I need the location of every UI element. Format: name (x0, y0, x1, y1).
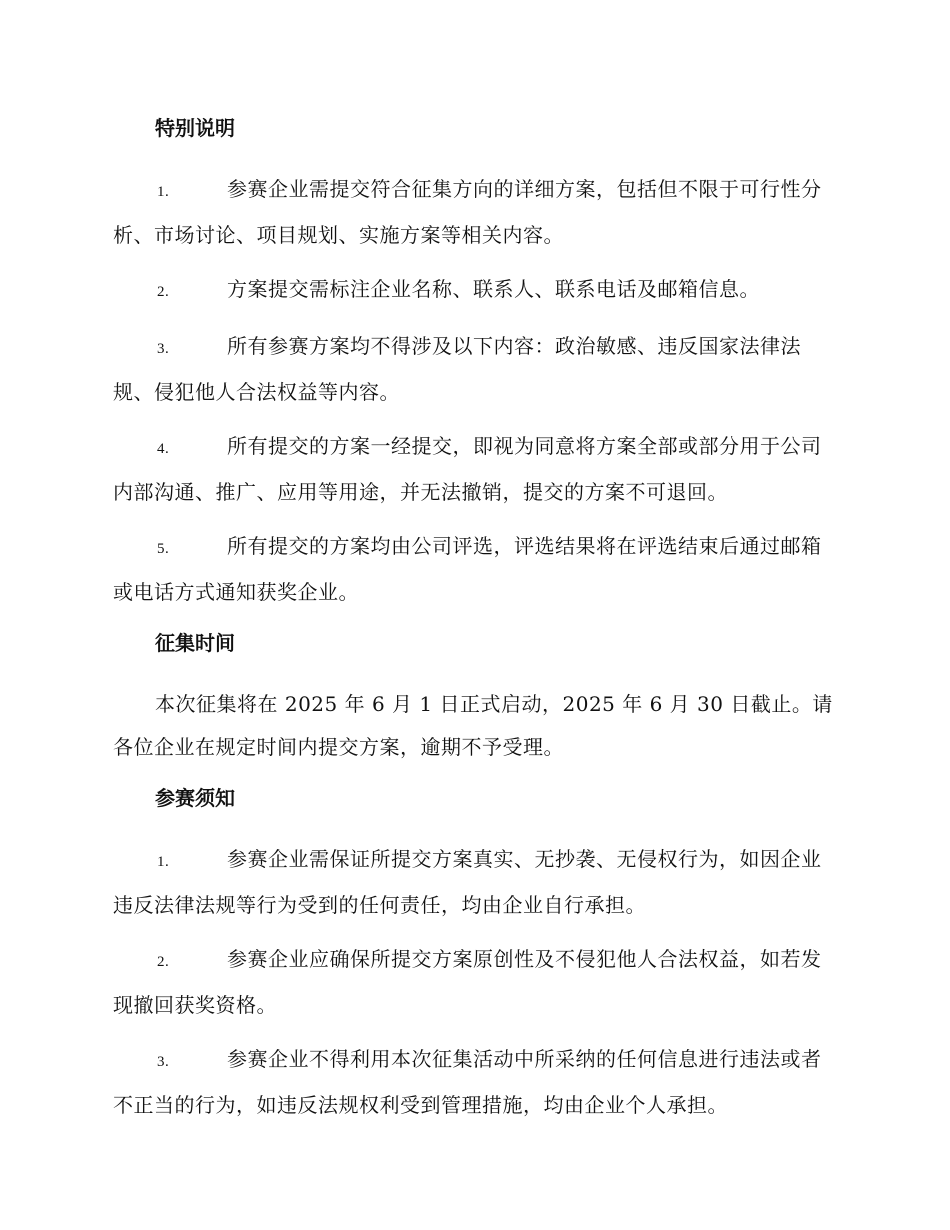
section-heading-participation-notice: 参赛须知 (155, 786, 235, 810)
list-item-text: 所有提交的方案均由公司评选，评选结果将在评选结束后通过邮箱或电话方式通知获奖企业。 (113, 534, 822, 604)
list-item (113, 1038, 838, 1127)
document-body (113, 110, 838, 1138)
list-item-number: 1. (157, 184, 170, 200)
list-item-text: 参赛企业需保证所提交方案真实、无抄袭、无侵权行为，如因企业违反法律法规等行为受到的任何责任，均由企业自行承担。 (113, 847, 822, 917)
list-item-text: 所有提交的方案一经提交，即视为同意将方案全部或部分用于公司内部沟通、推广、应用等用途，并无法撤销，提交的方案不可退回。 (113, 434, 822, 504)
list-item (113, 938, 838, 1027)
list-item-text: 方案提交需标注企业名称、联系人、联系电话及邮箱信息。 (227, 277, 760, 301)
list-item-number: 3. (157, 341, 170, 357)
list-item-number: 5. (157, 541, 170, 557)
list-item (113, 425, 838, 514)
collection-time-paragraph: 本次征集将在 2025 年 6 月 1 日正式启动，2025 年 6 月 30 日截止。请各位企业在规定时间内提交方案，逾期不予受理。 (113, 692, 833, 759)
list-item-number: 2. (157, 284, 170, 300)
list-item (113, 525, 838, 614)
list-item-number: 3. (157, 1054, 170, 1070)
section-heading-collection-time: 征集时间 (155, 631, 235, 655)
list-item-text: 参赛企业需提交符合征集方向的详细方案，包括但不限于可行性分析、市场讨论、项目规划、实施方案等相关内容。 (113, 177, 822, 247)
list-item (113, 168, 838, 257)
list-item (113, 838, 838, 927)
list-item-number: 2. (157, 954, 170, 970)
list-item-text: 所有参赛方案均不得涉及以下内容：政治敏感、违反国家法律法规、侵犯他人合法权益等内容。 (113, 334, 801, 404)
list-item-number: 1. (157, 854, 170, 870)
list-item-text: 参赛企业应确保所提交方案原创性及不侵犯他人合法权益，如若发现撤回获奖资格。 (113, 947, 822, 1017)
list-item (113, 325, 838, 414)
list-item (113, 268, 838, 314)
list-item-text: 参赛企业不得利用本次征集活动中所采纳的任何信息进行违法或者不正当的行为，如违反法规权利受到管理措施，均由企业个人承担。 (113, 1047, 822, 1117)
list-item-number: 4. (157, 441, 170, 457)
section-heading-special-notes: 特别说明 (155, 116, 235, 140)
